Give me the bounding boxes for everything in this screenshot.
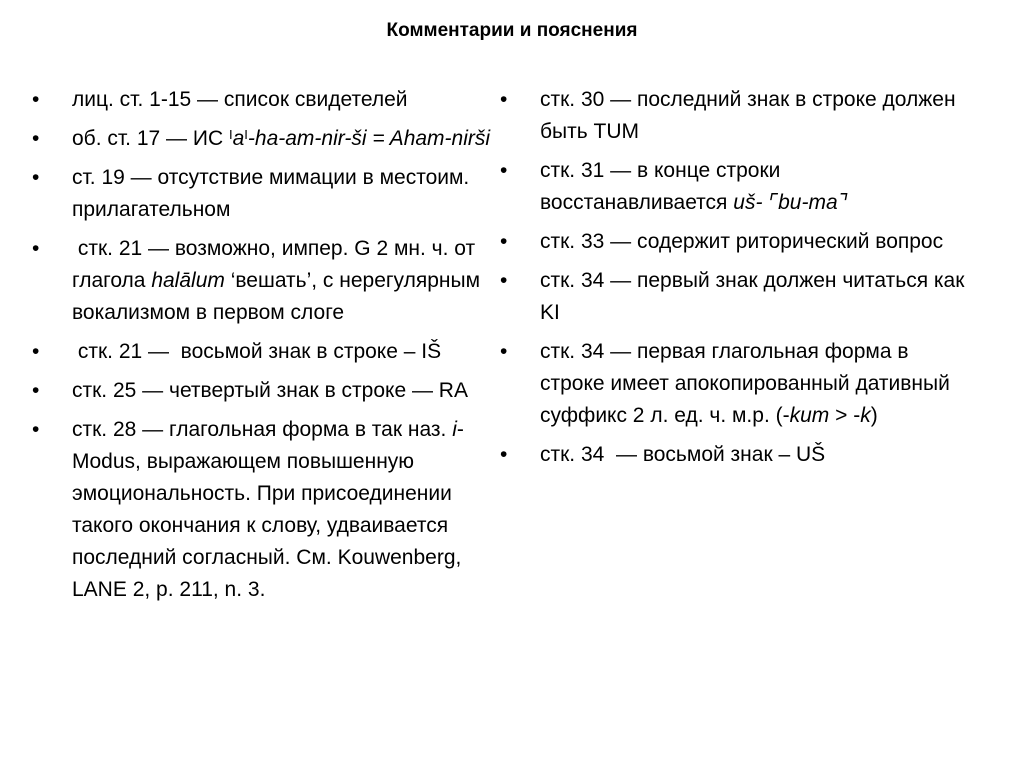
list-item-text: об. ст. 17 — ИС xyxy=(72,127,229,150)
list-item-text: ‘вешать’, с нерегулярным вокализмом в первом слоге xyxy=(72,269,486,324)
transliteration-text: a xyxy=(232,127,245,150)
bullet-icon: • xyxy=(32,379,40,402)
list-item xyxy=(500,155,970,219)
list-item xyxy=(32,414,502,606)
transliteration-text: uš- ⌜bu-ma⌝ xyxy=(733,191,848,214)
list-item-text: стк. 21 — возможно, импер. G 2 мн. ч. от глагола xyxy=(72,237,481,292)
bullet-icon: • xyxy=(32,237,40,260)
bullet-icon: • xyxy=(32,418,40,441)
left-column xyxy=(32,84,502,613)
italic-term: i xyxy=(452,418,457,441)
list-item xyxy=(500,336,970,432)
left-bullet-list xyxy=(32,84,502,606)
list-item-text: > - xyxy=(829,404,861,427)
bullet-icon: • xyxy=(500,443,508,466)
list-item-text: стк. 28 — глагольная форма в так наз. xyxy=(72,418,453,441)
list-item-text: стк. 30 — последний знак в строке должен быть TUM xyxy=(540,88,962,143)
list-item-text: -Modus, выражающем повышенную эмоциональность. При присоединении такого окончания к слову, удваивается последний согласный. См. Kouwenberg, LANE 2, p. 211, n. 3. xyxy=(72,418,468,601)
list-item-text: стк. 34 — первая глагольная форма в строке имеет апокопированный дативный суффикс 2 л. ед. ч. м.р. (- xyxy=(540,340,956,427)
slide-title: Комментарии и пояснения xyxy=(386,20,638,41)
list-item-text: стк. 33 — содержит риторический вопрос xyxy=(540,230,944,253)
right-bullet-list xyxy=(500,84,970,471)
list-item-text: стк. 34 — первый знак должен читаться как KI xyxy=(540,269,971,324)
list-item xyxy=(32,336,502,368)
list-item xyxy=(32,162,502,226)
list-item xyxy=(32,84,502,116)
bullet-icon: • xyxy=(500,159,508,182)
list-item xyxy=(500,265,970,329)
bullet-icon: • xyxy=(500,230,508,253)
list-item xyxy=(500,84,970,148)
list-item xyxy=(32,375,502,407)
italic-term: halālum xyxy=(151,269,225,292)
list-item xyxy=(32,123,502,155)
transliteration-text: -ha-am-nir-ši = Aham-nirši xyxy=(247,127,491,150)
bullet-icon: • xyxy=(500,340,508,363)
bullet-icon: • xyxy=(32,340,40,363)
italic-term: k xyxy=(860,404,871,427)
list-item-text: ст. 19 — отсутствие мимации в местоим. прилагательном xyxy=(72,166,476,221)
superscript-marker: I xyxy=(244,127,248,142)
list-item-text: стк. 21 — восьмой знак в строке – IŠ xyxy=(72,340,442,363)
bullet-icon: • xyxy=(32,127,40,150)
list-item xyxy=(32,233,502,329)
italic-term: kum xyxy=(789,404,830,427)
list-item-text: стк. 25 — четвертый знак в строке — RA xyxy=(72,379,468,402)
bullet-icon: • xyxy=(500,88,508,111)
list-item xyxy=(500,439,970,471)
right-column xyxy=(500,84,970,478)
superscript-marker: I xyxy=(228,127,233,142)
list-item-text: ) xyxy=(870,404,878,427)
bullet-icon: • xyxy=(32,88,40,111)
bullet-icon: • xyxy=(32,166,40,189)
list-item-text: стк. 34 — восьмой знак – UŠ xyxy=(540,443,826,466)
bullet-icon: • xyxy=(500,269,508,292)
list-item xyxy=(500,226,970,258)
list-item-text: лиц. ст. 1-15 — список свидетелей xyxy=(72,88,408,111)
list-item-text: стк. 31 — в конце строки восстанавливается xyxy=(540,159,787,214)
